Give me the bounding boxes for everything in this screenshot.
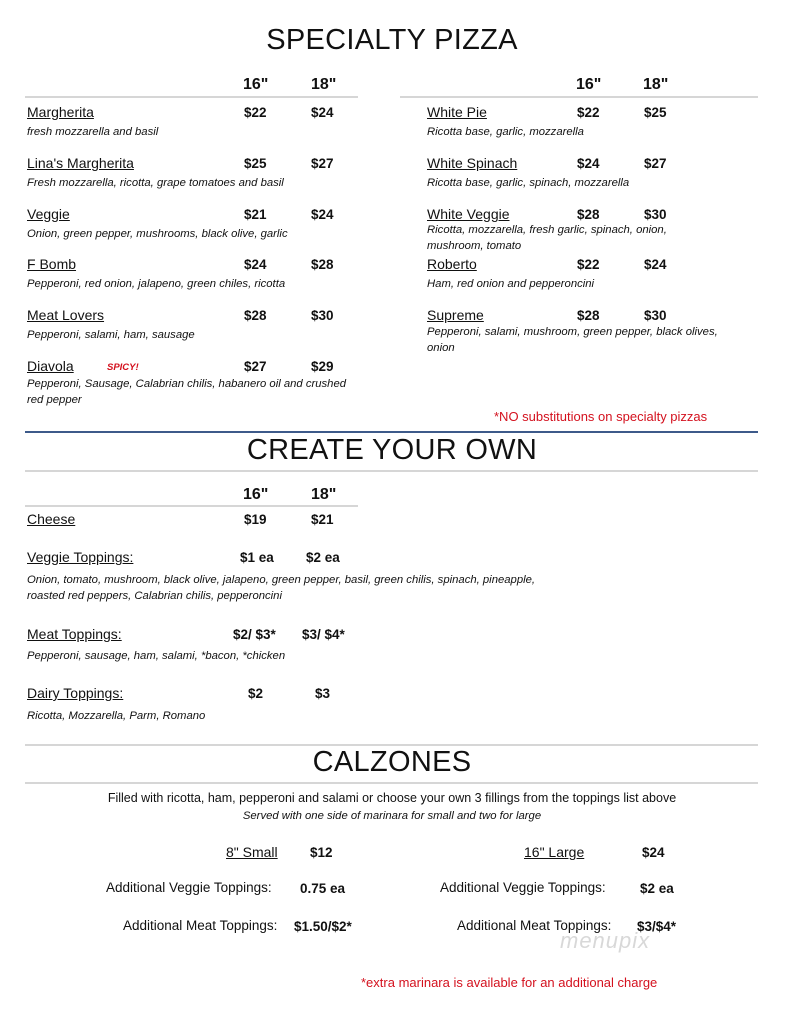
item-price-18: $30 [644, 207, 667, 222]
item-price-16: $28 [244, 308, 267, 323]
calzone-large-price: $24 [642, 845, 665, 860]
right-size-16-header: 16" [576, 76, 602, 93]
item-price-16: $25 [244, 156, 267, 171]
item-price-18: $27 [644, 156, 667, 171]
item-price-18: $24 [311, 105, 334, 120]
item-price-16: $28 [577, 207, 600, 222]
specialty-note: *NO substitutions on specialty pizzas [494, 409, 708, 424]
create-your-own-title: CREATE YOUR OWN [246, 434, 538, 466]
left-header-divider [25, 96, 358, 98]
item-price-18: $2 ea [306, 550, 340, 565]
calzones-title-divider [25, 782, 758, 784]
item-price-18: $30 [644, 308, 667, 323]
item-description: Pepperoni, sausage, ham, salami, *bacon, *chicken [27, 650, 286, 662]
item-description: Ham, red onion and pepperoncini [427, 278, 595, 290]
calzone-large-meat-price: $3/$4* [637, 919, 677, 934]
item-description: Ricotta, Mozzarella, Parm, Romano [27, 710, 206, 722]
item-price-16: $24 [244, 257, 267, 272]
item-price-18: $3 [315, 686, 331, 701]
item-price-16: $21 [244, 207, 267, 222]
item-price-18: $24 [311, 207, 334, 222]
item-name: White Spinach [427, 155, 518, 171]
item-name: White Pie [427, 104, 487, 120]
right-size-18-header: 18" [643, 76, 669, 93]
item-description: Ricotta base, garlic, mozzarella [427, 126, 584, 138]
item-name: White Veggie [427, 206, 510, 222]
spicy-badge: SPICY! [107, 362, 139, 373]
item-description: Onion, green pepper, mushrooms, black olive, garlic [27, 228, 288, 240]
item-price-18: $27 [311, 156, 334, 171]
cyo-size-18-header: 18" [311, 486, 337, 503]
item-price-18: $30 [311, 308, 334, 323]
item-price-18: $28 [311, 257, 334, 272]
item-name: Supreme [427, 307, 484, 323]
item-price-16: $19 [244, 512, 267, 527]
cyo-header-divider [25, 505, 358, 507]
right-header-divider [400, 96, 758, 98]
item-price-18: $3/ $4* [302, 627, 345, 642]
item-name: Margherita [27, 104, 94, 120]
calzone-large-veggie-price: $2 ea [640, 881, 674, 896]
item-price-18: $29 [311, 359, 334, 374]
item-description: Pepperoni, salami, ham, sausage [27, 329, 195, 341]
item-price-16: $24 [577, 156, 600, 171]
item-name: F Bomb [27, 256, 77, 272]
item-description: Onion, tomato, mushroom, black olive, jalapeno, green pepper, basil, green chilis, spinach, pineapple, roasted red peppers, Calabrian chilis, pepperoncini [27, 574, 536, 602]
item-name: Cheese [27, 511, 76, 527]
item-name: Diavola [27, 358, 74, 374]
calzone-small-veggie-price: 0.75 ea [300, 881, 346, 896]
item-name: Dairy Toppings: [27, 685, 124, 701]
create-your-own-top-divider [25, 431, 758, 433]
calzone-small-veggie-label: Additional Veggie Toppings: [106, 880, 272, 895]
specialty-pizza-title: SPECIALTY PIZZA [266, 24, 518, 56]
item-price-18: $25 [644, 105, 667, 120]
item-description: Pepperoni, Sausage, Calabrian chilis, habanero oil and crushed red pepper [27, 378, 347, 406]
item-price-16: $22 [244, 105, 267, 120]
item-description: Ricotta, mozzarella, fresh garlic, spinach, onion, mushroom, tomato [427, 224, 667, 252]
item-description: fresh mozzarella and basil [27, 126, 159, 138]
item-name: Veggie Toppings: [27, 549, 134, 565]
item-price-18: $21 [311, 512, 334, 527]
create-your-own-title-divider [25, 470, 758, 472]
item-price-16: $22 [577, 105, 600, 120]
item-price-16: $2 [248, 686, 264, 701]
left-size-16-header: 16" [243, 76, 269, 93]
marinara-note: *extra marinara is available for an additional charge [361, 975, 658, 990]
calzone-small-meat-label: Additional Meat Toppings: [123, 918, 278, 933]
item-price-16: $28 [577, 308, 600, 323]
calzone-large-meat-label: Additional Meat Toppings: [457, 918, 612, 933]
calzone-large-veggie-label: Additional Veggie Toppings: [440, 880, 606, 895]
calzone-large-label: 16" Large [524, 844, 585, 860]
item-name: Veggie [27, 206, 70, 222]
cyo-size-16-header: 16" [243, 486, 269, 503]
left-size-18-header: 18" [311, 76, 337, 93]
calzone-small-price: $12 [310, 845, 333, 860]
menupix-watermark: menupix [560, 928, 651, 953]
item-description: Ricotta base, garlic, spinach, mozzarella [427, 177, 630, 189]
item-name: Meat Toppings: [27, 626, 122, 642]
calzone-small-meat-price: $1.50/$2* [294, 919, 352, 934]
calzone-small-label: 8" Small [226, 844, 278, 860]
calzones-served-note: Served with one side of marinara for small and two for large [242, 810, 542, 822]
item-price-16: $22 [577, 257, 600, 272]
item-price-16: $1 ea [240, 550, 274, 565]
calzones-title: CALZONES [312, 746, 472, 778]
item-price-18: $24 [644, 257, 667, 272]
item-description: Pepperoni, salami, mushroom, green pepper, black olives, onion [427, 326, 718, 354]
item-name: Lina's Margherita [27, 155, 134, 171]
item-description: Pepperoni, red onion, jalapeno, green chiles, ricotta [27, 278, 286, 290]
item-price-16: $2/ $3* [233, 627, 276, 642]
item-price-16: $27 [244, 359, 267, 374]
item-description: Fresh mozzarella, ricotta, grape tomatoes and basil [27, 177, 284, 189]
item-name: Meat Lovers [27, 307, 105, 323]
calzones-intro: Filled with ricotta, ham, pepperoni and salami or choose your own 3 fillings from the toppings list above [107, 791, 677, 805]
item-name: Roberto [427, 256, 477, 272]
